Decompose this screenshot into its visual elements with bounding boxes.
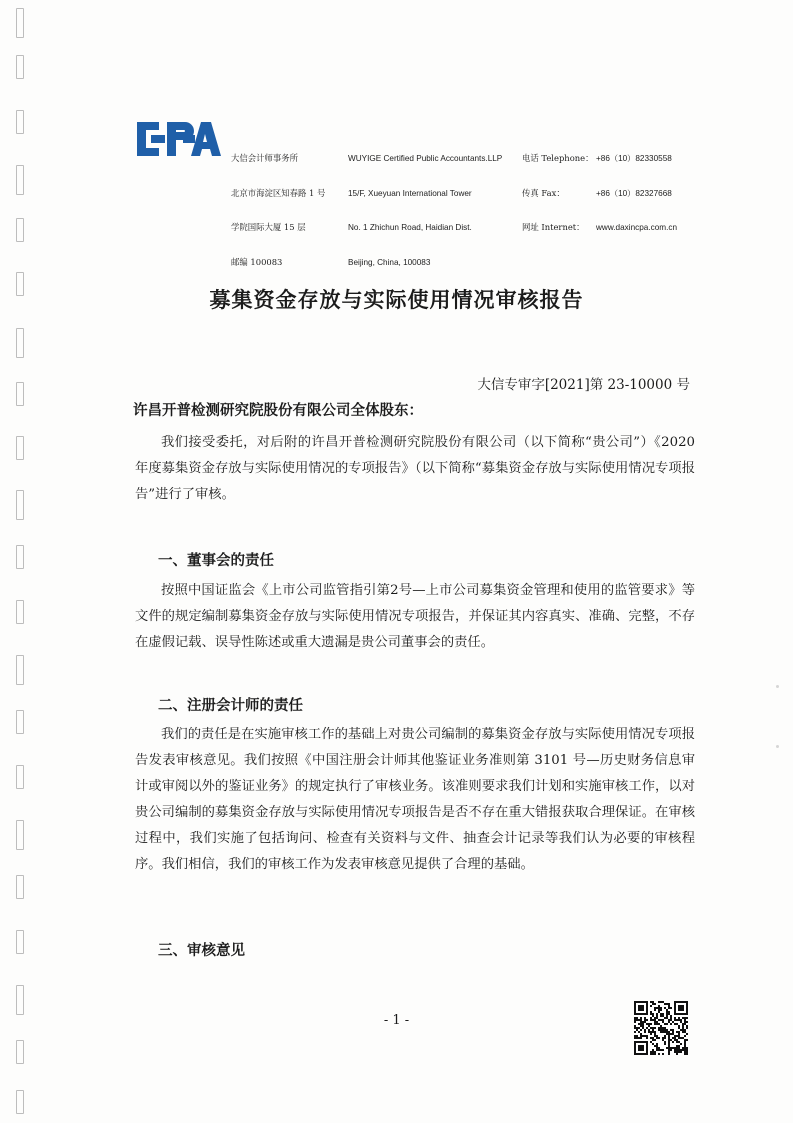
binding-mark: [16, 218, 24, 242]
contact-label: 电话 Telephone：: [522, 153, 594, 163]
binding-mark: [16, 875, 24, 899]
intro-paragraph: 我们接受委托，对后附的许昌开普检测研究院股份有限公司（以下简称“贵公司”）《2020 年度募集资金存放与实际使用情况的专项报告》（以下简称“募集资金存放与实际使用情况专项报告”进行了审核。: [135, 435, 695, 502]
report-title: 募集资金存放与实际使用情况审核报告: [209, 288, 584, 312]
address-line: No. 1 Zhichun Road, Haidian Dist.: [348, 223, 472, 232]
binding-mark: [16, 600, 24, 624]
binding-mark: [16, 1040, 24, 1064]
binding-mark: [16, 765, 24, 789]
section-heading-auditor: 二、注册会计师的责任: [158, 698, 303, 714]
binding-mark: [16, 820, 24, 850]
binding-mark: [16, 930, 24, 954]
address-line: 北京市海淀区知春路 1 号: [231, 187, 326, 198]
address-line: Beijing, China, 100083: [348, 257, 431, 267]
letterhead-contact-labels: [522, 130, 593, 245]
address-line: 邮编 100083: [231, 256, 283, 267]
binding-mark: [16, 55, 24, 79]
cpa-logo: [133, 118, 223, 160]
binding-mark: [16, 436, 24, 460]
binding-mark: [16, 382, 24, 406]
page-number: - 1 -: [383, 1013, 410, 1028]
binding-mark: [16, 110, 24, 134]
section-heading-board: 一、董事会的责任: [158, 553, 274, 569]
contact-label: 网址 Internet：: [522, 222, 585, 232]
reference-number: 大信专审字[2021]第 23-10000 号: [477, 377, 690, 393]
scan-speck: [776, 685, 779, 688]
letterhead-en-address: [348, 130, 502, 280]
binding-mark: [16, 655, 24, 685]
contact-label: 传真 Fax：: [522, 187, 565, 198]
binding-mark: [16, 710, 24, 734]
binding-mark: [16, 8, 24, 38]
binding-mark: [16, 490, 24, 520]
qr-code: [634, 1001, 688, 1055]
letterhead-contact-values: [596, 130, 677, 245]
section-body-auditor: 我们的责任是在实施审核工作的基础上对贵公司编制的募集资金存放与实际使用情况专项报告发表审核意见。我们按照《中国注册会计师其他鉴证业务准则第 3101 号—历史财务信息审计或审阅以外的鉴证业务》的规定执行了审核业务。该准则要求我们计划和实施审核工作，以对贵公司编制的募集资金存放与实际使用情况专项报告是否不存在重大错报获取合理保证。在审核过程中，我们实施了包括询问、检查有关资料与文件、抽查会计记录等我们认为必要的审核程序。我们相信，我们的审核工作为发表审核意见提供了合理的基础。: [135, 727, 695, 872]
website-value: www.daxincpa.com.cn: [596, 223, 677, 232]
address-line: 大信会计师事务所: [231, 153, 298, 163]
address-line: WUYIGE Certified Public Accountants.LLP: [348, 154, 503, 163]
telephone-value: +86（10）82330558: [596, 154, 672, 163]
scan-speck: [776, 745, 779, 748]
section-heading-opinion: 三、审核意见: [158, 943, 245, 959]
section-body-board: 按照中国证监会《上市公司监管指引第2号—上市公司募集资金管理和使用的监管要求》等文件的规定编制募集资金存放与实际使用情况专项报告，并保证其内容真实、准确、完整，不存在虚假记载、误导性陈述或重大遗漏是贵公司董事会的责任。: [135, 583, 695, 650]
address-line: 15/F, Xueyuan International Tower: [348, 188, 472, 198]
fax-value: +86（10）82327668: [596, 188, 672, 198]
address-line: 学院国际大厦 15 层: [231, 222, 306, 232]
binding-mark: [16, 1090, 24, 1114]
binding-mark: [16, 985, 24, 1015]
binding-mark: [16, 328, 24, 358]
binding-mark: [16, 545, 24, 569]
addressee: 许昌开普检测研究院股份有限公司全体股东：: [133, 403, 423, 419]
binding-mark: [16, 165, 24, 195]
letterhead-cn-address: [231, 130, 325, 280]
